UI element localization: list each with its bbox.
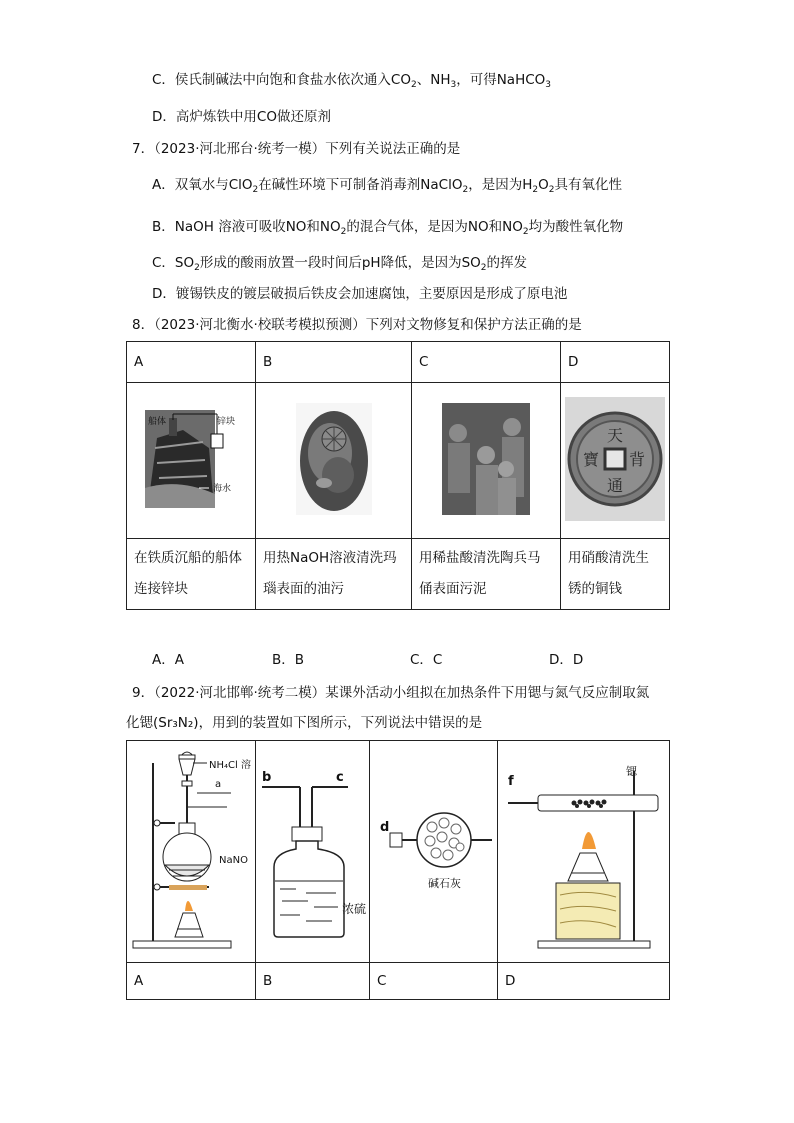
- q9-stem-line2: 化锶(Sr₃N₂)，用到的装置如下图所示，下列说法中错误的是: [126, 715, 483, 731]
- label-zinc: 锌块: [217, 416, 236, 427]
- q9-label-c: C: [370, 963, 498, 1000]
- q8-header-b: B: [256, 342, 412, 383]
- gas-generator-apparatus: [127, 741, 255, 958]
- q7-option-a: A．双氧水与ClO$_2$在碱性环境下可制备消毒剂NaClO$_2$，是因为$H_2O_2$具有氧化性: [152, 177, 622, 195]
- q8-header-a: A: [127, 342, 256, 383]
- sunken-ship-image: [143, 408, 239, 510]
- q7-stem: 7．（2023·河北邢台·统考一模）下列有关说法正确的是: [132, 141, 461, 157]
- q8-caption-c: 用稀盐酸清洗陶兵马 俑表面污泥: [412, 539, 561, 610]
- q8-image-d-cell: [561, 383, 670, 539]
- label-conc-sulfuric: 浓硫: [342, 902, 367, 916]
- label-soda-lime: 碱石灰: [428, 877, 461, 890]
- q9-label-b: B: [256, 963, 370, 1000]
- q9-label-a: A: [127, 963, 256, 1000]
- label-strontium: 锶: [626, 765, 637, 778]
- q8-image-a-cell: [127, 383, 256, 539]
- q8-choice-a[interactable]: A．A: [152, 652, 184, 668]
- q6-option-c: C．侯氏制碱法中向饱和食盐水依次通入$CO_2$、$NH_3$，可得NaHCO$_3$: [152, 72, 552, 90]
- label-nh4cl: NH₄Cl 溶: [209, 760, 251, 771]
- q8-caption-d: 用硝酸清洗生 锈的铜钱: [561, 539, 670, 610]
- q9-apparatus-b-cell: [256, 741, 370, 963]
- q8-stem: 8．（2023·河北衡水·校联考模拟预测）下列对文物修复和保护方法正确的是: [132, 317, 582, 333]
- drying-tube: [370, 741, 498, 958]
- q8-choice-b[interactable]: B．B: [272, 652, 305, 668]
- q8-table: [126, 341, 670, 610]
- copper-coin-image: [565, 397, 665, 521]
- gas-washing-bottle: [256, 741, 370, 958]
- q8-image-b-cell: [256, 383, 412, 539]
- coin-char-top: 天: [607, 425, 624, 445]
- coin-char-right: 背: [629, 449, 646, 469]
- label-b: b: [262, 770, 272, 785]
- q9-apparatus-d-cell: [498, 741, 670, 963]
- q7-option-d: D．镀锡铁皮的镀层破损后铁皮会加速腐蚀，主要原因是形成了原电池: [152, 286, 568, 302]
- label-seawater: 海水: [213, 483, 232, 494]
- label-hull: 船体: [148, 416, 167, 427]
- q9-table: [126, 740, 670, 1000]
- q7-option-c: C．$SO_2$形成的酸雨放置一段时间后pH降低，是因为$SO_2$的挥发: [152, 255, 528, 273]
- label-a: a: [215, 779, 222, 790]
- reaction-tube-apparatus: [498, 741, 670, 958]
- coin-char-bottom: 通: [607, 475, 624, 495]
- q6-option-d: D．高炉炼铁中用CO做还原剂: [152, 109, 331, 125]
- q7-option-b: B．NaOH 溶液可吸收NO和$NO_2$的混合气体，是因为NO和$NO_2$均为酸性氧化物: [152, 219, 624, 237]
- coin-char-left: 寶: [583, 449, 600, 469]
- label-nano2: NaNO: [219, 855, 248, 866]
- label-f: f: [508, 774, 514, 789]
- label-c: c: [336, 770, 344, 785]
- q9-apparatus-c-cell: [370, 741, 498, 963]
- q8-header-c: C: [412, 342, 561, 383]
- label-d: d: [380, 820, 390, 835]
- q9-stem-line1: 9．（2022·河北邯郸·统考二模）某课外活动小组拟在加热条件下用锶与氮气反应制取氮: [132, 685, 650, 701]
- q8-image-c-cell: [412, 383, 561, 539]
- terracotta-warriors-image: [442, 403, 530, 515]
- q9-label-d: D: [498, 963, 670, 1000]
- q8-choice-d[interactable]: D．D: [549, 652, 584, 668]
- q8-header-d: D: [561, 342, 670, 383]
- q8-choice-c[interactable]: C．C: [410, 652, 443, 668]
- q8-caption-a: 在铁质沉船的船体 连接锌块: [127, 539, 256, 610]
- q9-apparatus-a-cell: [127, 741, 256, 963]
- agate-image: [296, 403, 372, 515]
- q8-caption-b: 用热NaOH溶液清洗玛 瑙表面的油污: [256, 539, 412, 610]
